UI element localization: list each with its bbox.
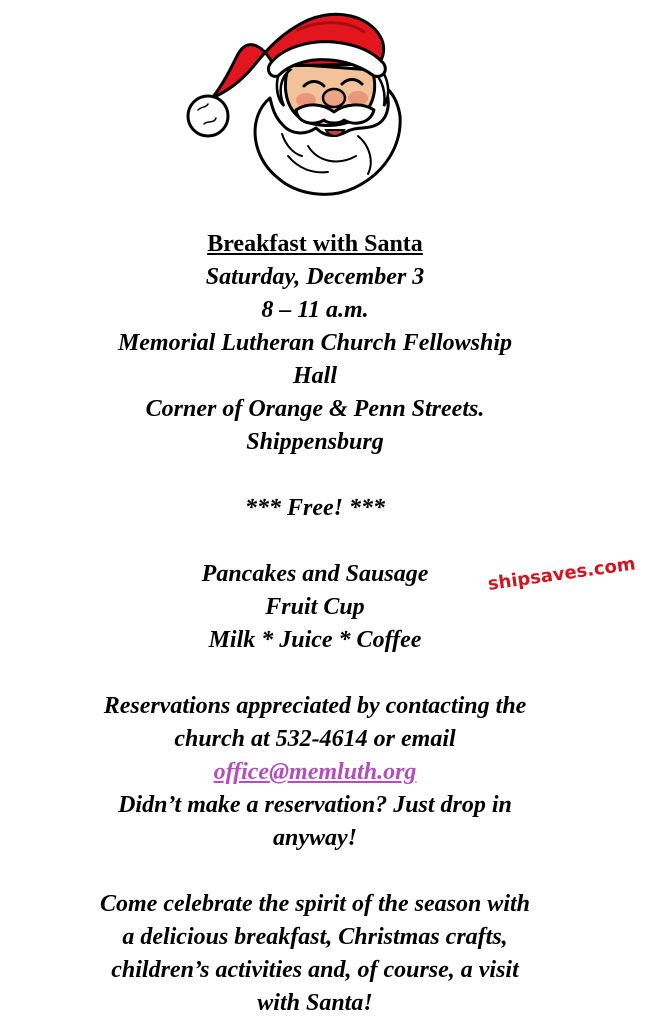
event-address: Corner of Orange & Penn Streets.	[145, 396, 485, 422]
event-venue: Memorial Lutheran Church Fellowship	[117, 330, 513, 356]
menu-item: Pancakes and Sausage	[201, 561, 429, 587]
santa-face-icon	[178, 6, 428, 202]
spacer	[30, 459, 600, 492]
flyer-body	[30, 228, 600, 1020]
closing-text: with Santa!	[257, 990, 373, 1016]
event-date: Saturday, December 3	[205, 264, 425, 290]
reservation-text: Reservations appreciated by contacting the	[103, 693, 527, 719]
menu-item: Milk * Juice * Coffee	[208, 627, 422, 653]
closing-text: Come celebrate the spirit of the season with	[100, 891, 530, 917]
watermark: shipsaves.com	[486, 553, 637, 595]
event-time: 8 – 11 a.m.	[261, 297, 369, 323]
spacer	[30, 657, 600, 690]
closing-text: a delicious breakfast, Christmas crafts,	[122, 924, 508, 950]
spacer	[30, 855, 600, 888]
reservation-text-continued: church at 532-4614 or email	[174, 726, 456, 752]
event-title: Breakfast with Santa	[207, 231, 423, 257]
walkin-text: Didn’t make a reservation? Just drop in	[118, 792, 512, 818]
email-link[interactable]: office@memluth.org	[213, 759, 417, 785]
event-town: Shippensburg	[246, 429, 384, 455]
menu-item: Fruit Cup	[265, 594, 365, 620]
spacer	[30, 525, 600, 558]
walkin-text-continued: anyway!	[273, 825, 357, 851]
event-price: *** Free! ***	[245, 495, 385, 521]
event-venue-continued: Hall	[292, 363, 337, 389]
closing-text: children’s activities and, of course, a visit	[111, 957, 519, 983]
